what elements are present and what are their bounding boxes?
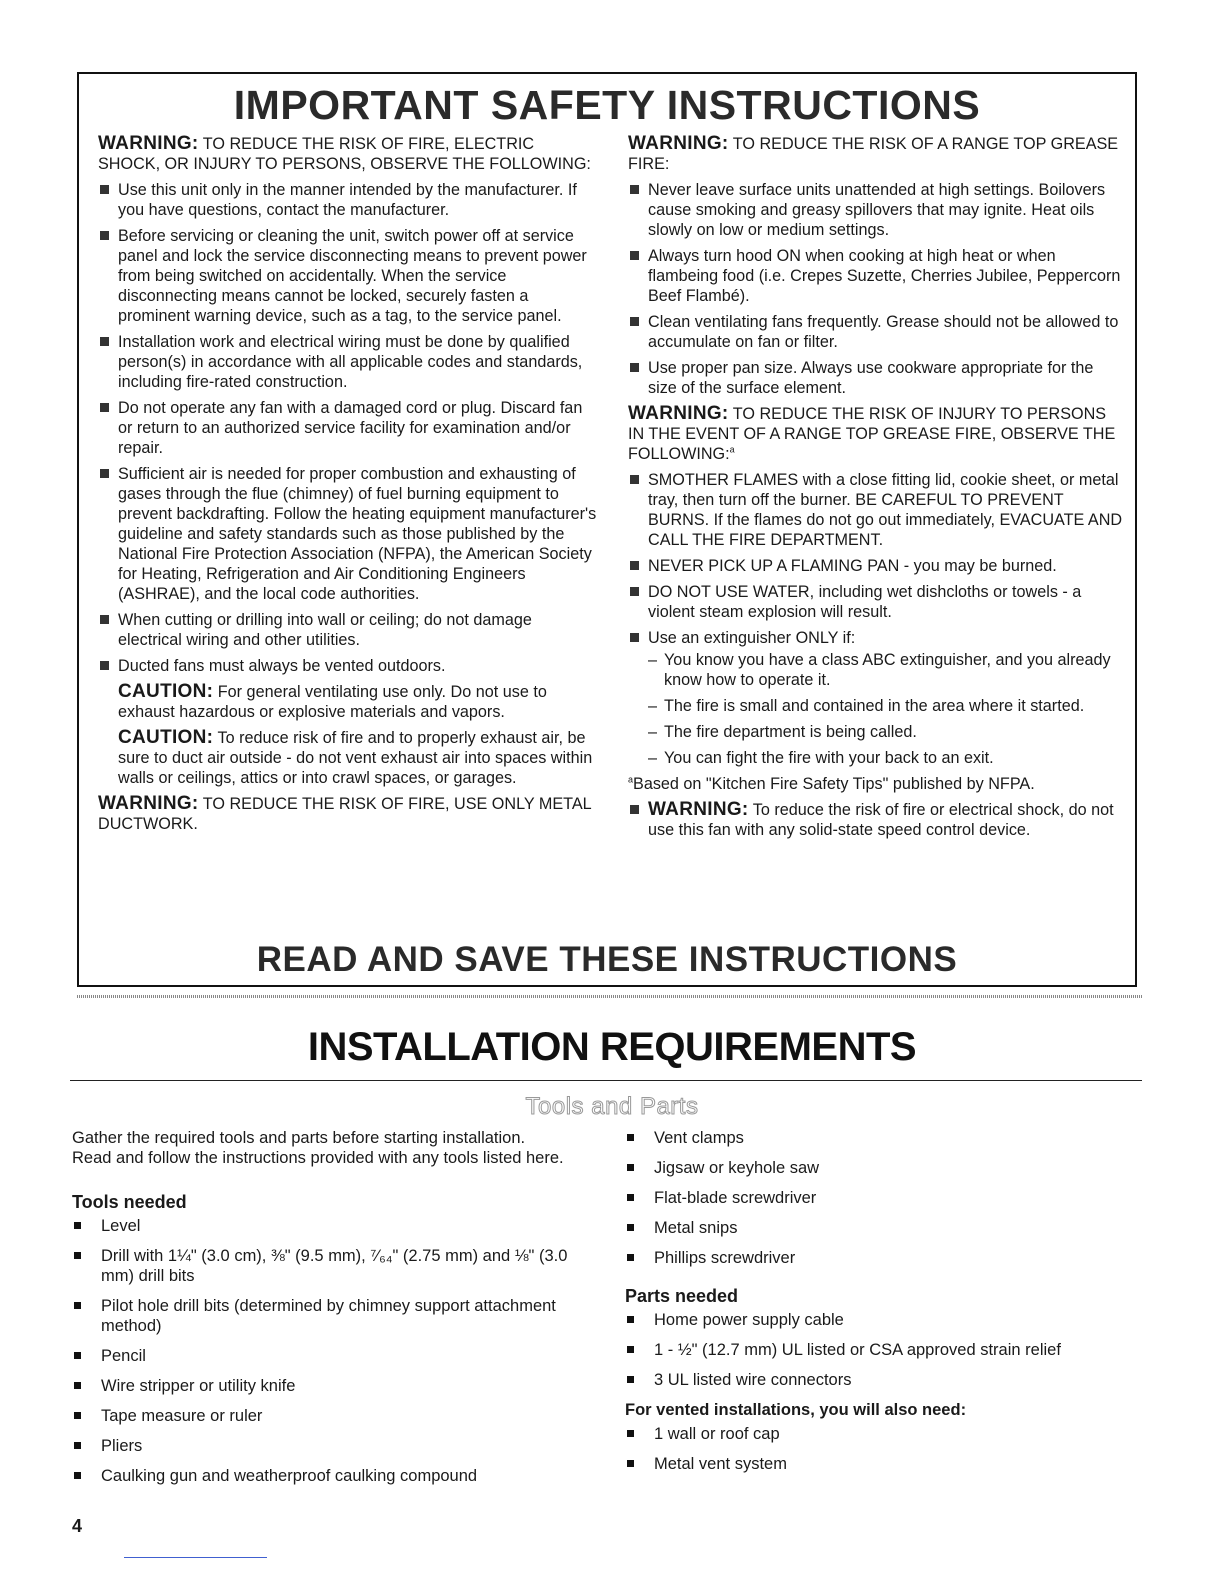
safety-left-column xyxy=(98,134,598,840)
list-item: Wire stripper or utility knife xyxy=(72,1376,592,1396)
warning-text: TO REDUCE THE RISK OF FIRE, ELECTRIC SHOCK, OR INJURY TO PERSONS, OBSERVE THE FOLLOWING: xyxy=(98,135,591,173)
list-item: Installation work and electrical wiring must be done by qualified person(s) in accordance with all applicable codes and standards, including fire-rated construction. xyxy=(98,332,598,392)
safety-instructions-box xyxy=(77,72,1137,987)
square-bullet-icon xyxy=(100,337,109,346)
warning-label: WARNING: xyxy=(628,133,729,154)
list-item: Clean ventilating fans frequently. Grease should not be allowed to accumulate on fan or filter. xyxy=(628,312,1123,352)
list-item: Before servicing or cleaning the unit, switch power off at service panel and lock the service disconnecting means to prevent power from being switched on accidentally. When the service disconnecting means cannot be locked, securely fasten a prominent warning device, such as a tag, to the service panel. xyxy=(98,226,598,326)
list-item: Use an extinguisher ONLY if: – You know you have a class ABC extinguisher, and you already know how to operate it. – The fire is small and contained in the area where it started. – The fire department is being called. – You can fight the fire with your back to an exit. xyxy=(628,628,1123,768)
list-item: NEVER PICK UP A FLAMING PAN - you may be burned. xyxy=(628,556,1123,576)
square-bullet-icon xyxy=(630,561,639,570)
list-item: SMOTHER FLAMES with a close fitting lid, cookie sheet, or metal tray, then turn off the burner. BE CAREFUL TO PREVENT BURNS. If the flames do not go out immediately, EVACUATE AND CALL THE FIRE DEPARTMENT. xyxy=(628,470,1123,550)
extinguisher-conditions xyxy=(648,650,1123,768)
footnote-mark: a xyxy=(628,774,634,785)
caution-duct-air: CAUTION: To reduce risk of fire and to properly exhaust air, be sure to duct air outside - do not vent exhaust air into spaces within walls or ceilings, attics or into crawl spaces, or garages. xyxy=(118,727,593,787)
square-bullet-icon xyxy=(630,363,639,372)
list-item: Flat-blade screwdriver xyxy=(625,1188,1145,1208)
list-item: Home power supply cable xyxy=(625,1310,1145,1330)
list-item: Jigsaw or keyhole saw xyxy=(625,1158,1145,1178)
list-item: Always turn hood ON when cooking at high heat or when flambeing food (i.e. Crepes Suzette, Cherries Jubilee, Peppercorn Beef Flambé). xyxy=(628,246,1123,306)
list-item: 1 wall or roof cap xyxy=(625,1424,1145,1444)
square-bullet-icon xyxy=(630,251,639,260)
install-right-column xyxy=(625,1128,1145,1484)
list-item: Sufficient air is needed for proper combustion and exhausting of gases through the flue (chimney) of fuel burning equipment to prevent backdrafting. Follow the heating equipment manufacturer's guideline and safety standards such as those published by the National Fire Protection Association (NFPA), the American Society for Heating, Refrigeration and Air Conditioning Engineers (ASHRAE), and the local code authorities. xyxy=(98,464,598,604)
list-item: Pliers xyxy=(72,1436,592,1456)
square-bullet-icon xyxy=(630,587,639,596)
square-bullet-icon xyxy=(627,1164,634,1171)
square-bullet-icon xyxy=(627,1254,634,1261)
safety-bullet-list xyxy=(98,180,598,676)
square-bullet-icon xyxy=(100,231,109,240)
square-bullet-icon xyxy=(100,403,109,412)
footnote-mark: a xyxy=(729,444,735,455)
list-item: WARNING: To reduce the risk of fire or electrical shock, do not use this fan with any solid-state speed control device. xyxy=(628,800,1123,840)
list-item: 3 UL listed wire connectors xyxy=(625,1370,1145,1390)
square-bullet-icon xyxy=(627,1460,634,1467)
square-bullet-icon xyxy=(100,469,109,478)
list-item: Use proper pan size. Always use cookware appropriate for the size of the surface element. xyxy=(628,358,1123,398)
list-item: Drill with 1¼" (3.0 cm), ⅜" (9.5 mm), ⁷⁄₆₄" (2.75 mm) and ⅛" (3.0 mm) drill bits xyxy=(72,1246,592,1286)
caution-label: CAUTION: xyxy=(118,681,214,702)
square-bullet-icon xyxy=(627,1194,634,1201)
warning-label: WARNING: xyxy=(98,793,199,814)
square-bullet-icon xyxy=(100,185,109,194)
list-item: – You know you have a class ABC extinguisher, and you already know how to operate it. xyxy=(648,651,1111,689)
list-item: Do not operate any fan with a damaged cord or plug. Discard fan or return to an authorized service facility for examination and/or repair. xyxy=(98,398,598,458)
page-number: 4 xyxy=(72,1516,83,1536)
list-item: Metal vent system xyxy=(625,1454,1145,1474)
install-left-column xyxy=(72,1128,592,1496)
list-item: Never leave surface units unattended at high settings. Boilovers cause smoking and greasy spillovers that may ignite. Heat oils slowly on low or medium settings. xyxy=(628,180,1123,240)
vented-list xyxy=(625,1424,1145,1474)
square-bullet-icon xyxy=(74,1252,81,1259)
tools-list xyxy=(72,1216,592,1486)
warning-metal-ductwork: WARNING: TO REDUCE THE RISK OF FIRE, USE ONLY METAL DUCTWORK. xyxy=(98,793,592,833)
list-item: – The fire is small and contained in the area where it started. xyxy=(648,697,1085,715)
footer-line xyxy=(124,1557,267,1558)
warning-grease-fire: WARNING: TO REDUCE THE RISK OF A RANGE TOP GREASE FIRE: xyxy=(628,133,1119,173)
caution-ventilating: CAUTION: For general ventilating use only. Do not use to exhaust hazardous or explosive materials and vapors. xyxy=(118,681,547,721)
square-bullet-icon xyxy=(74,1412,81,1419)
dash-bullet-icon: – xyxy=(648,651,658,669)
square-bullet-icon xyxy=(630,475,639,484)
square-bullet-icon xyxy=(627,1430,634,1437)
solid-state-warning xyxy=(628,800,1123,840)
list-item: Tape measure or ruler xyxy=(72,1406,592,1426)
tools-and-parts-subtitle: Tools and Parts xyxy=(525,1093,699,1120)
square-bullet-icon xyxy=(627,1316,634,1323)
list-item: Metal snips xyxy=(625,1218,1145,1238)
tools-needed-heading: Tools needed xyxy=(72,1192,187,1212)
safety-title: IMPORTANT SAFETY INSTRUCTIONS xyxy=(233,82,981,128)
square-bullet-icon xyxy=(74,1442,81,1449)
list-item: DO NOT USE WATER, including wet dishcloths or towels - a violent steam explosion will result. xyxy=(628,582,1123,622)
list-item: – The fire department is being called. xyxy=(648,723,917,741)
parts-list xyxy=(625,1310,1145,1390)
dotted-divider xyxy=(77,995,1142,998)
square-bullet-icon xyxy=(100,615,109,624)
dash-bullet-icon: – xyxy=(648,697,658,715)
square-bullet-icon xyxy=(627,1346,634,1353)
section-rule xyxy=(70,1080,1142,1081)
list-item: Caulking gun and weatherproof caulking compound xyxy=(72,1466,592,1486)
square-bullet-icon xyxy=(74,1472,81,1479)
square-bullet-icon xyxy=(627,1376,634,1383)
warning-injury: WARNING: TO REDUCE THE RISK OF INJURY TO PERSONS IN THE EVENT OF A RANGE TOP GREASE FIRE, OBSERVE THE FOLLOWING:$^a$ xyxy=(628,403,1116,463)
grease-fire-action-list xyxy=(628,470,1123,768)
square-bullet-icon xyxy=(630,805,639,814)
list-item: – You can fight the fire with your back to an exit. xyxy=(648,749,994,767)
safety-right-column xyxy=(628,134,1123,846)
list-item: Pencil xyxy=(72,1346,592,1366)
tools-list-continued xyxy=(625,1128,1145,1268)
list-item: Phillips screwdriver xyxy=(625,1248,1145,1268)
square-bullet-icon xyxy=(627,1134,634,1141)
list-item: 1 - ½" (12.7 mm) UL listed or CSA approved strain relief xyxy=(625,1340,1145,1360)
read-save-heading: READ AND SAVE THESE INSTRUCTIONS xyxy=(256,940,958,979)
warning-label: WARNING: xyxy=(628,403,729,424)
dash-bullet-icon: – xyxy=(648,749,658,767)
vented-installations-heading: For vented installations, you will also need: xyxy=(625,1401,967,1419)
installation-title: INSTALLATION REQUIREMENTS xyxy=(307,1025,917,1069)
square-bullet-icon xyxy=(74,1352,81,1359)
square-bullet-icon xyxy=(630,317,639,326)
square-bullet-icon xyxy=(627,1224,634,1231)
square-bullet-icon xyxy=(74,1222,81,1229)
list-item: Level xyxy=(72,1216,592,1236)
square-bullet-icon xyxy=(630,185,639,194)
grease-fire-bullet-list xyxy=(628,180,1123,398)
square-bullet-icon xyxy=(630,633,639,642)
intro-text: Gather the required tools and parts before starting installation. Read and follow the instructions provided with any tools listed here. xyxy=(72,1129,564,1167)
footnote: $^a$Based on "Kitchen Fire Safety Tips" published by NFPA. xyxy=(628,774,1035,793)
square-bullet-icon xyxy=(74,1382,81,1389)
caution-label: CAUTION: xyxy=(118,727,214,748)
list-item: Ducted fans must always be vented outdoors. xyxy=(98,656,598,676)
square-bullet-icon xyxy=(74,1302,81,1309)
parts-needed-heading: Parts needed xyxy=(625,1286,739,1306)
warning-fire-shock xyxy=(98,134,598,174)
warning-label: WARNING: xyxy=(648,799,749,820)
dash-bullet-icon: – xyxy=(648,723,658,741)
list-item: When cutting or drilling into wall or ceiling; do not damage electrical wiring and other utilities. xyxy=(98,610,598,650)
list-item: Vent clamps xyxy=(625,1128,1145,1148)
list-item: Use this unit only in the manner intended by the manufacturer. If you have questions, contact the manufacturer. xyxy=(98,180,598,220)
warning-label: WARNING: xyxy=(98,133,199,154)
list-item: Pilot hole drill bits (determined by chimney support attachment method) xyxy=(72,1296,592,1336)
square-bullet-icon xyxy=(100,661,109,670)
